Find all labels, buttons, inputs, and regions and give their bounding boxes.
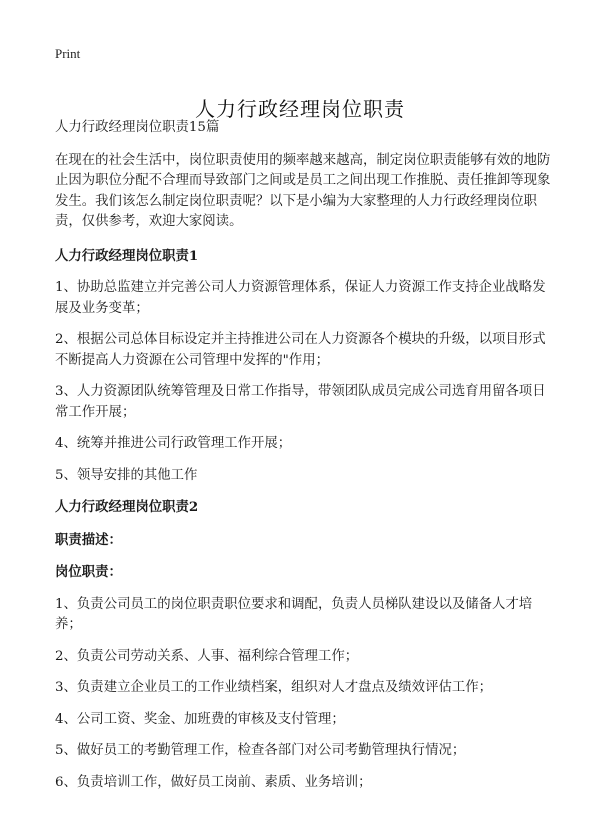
list-item: 1、负责公司员工的岗位职责职位要求和调配，负责人员梯队建设以及储备人才培养； [55, 596, 533, 632]
list-item: 6、负责培训工作，做好员工岗前、素质、业务培训； [55, 774, 372, 790]
page-title: 人力行政经理岗位职责 [195, 97, 405, 122]
list-item: 3、人力资源团队统筹管理及日常工作指导，带领团队成员完成公司选育用留各项日常工作开展； [55, 384, 546, 420]
list-item: 4、公司工资、奖金、加班费的审核及支付管理； [55, 711, 345, 727]
print-link[interactable]: Print [55, 46, 81, 61]
list-item: 4、统筹并推进公司行政管理工作开展； [55, 436, 292, 451]
list-item: 2、根据公司总体目标设定并主持推进公司在人力资源各个模块的升级，以项目形式不断提高人力资源在公司管理中发挥的"作用； [55, 332, 546, 368]
sub-heading-duties: 岗位职责： [55, 564, 122, 580]
section-heading-2: 人力行政经理岗位职责2 [55, 499, 199, 515]
section-heading-1: 人力行政经理岗位职责1 [55, 247, 199, 264]
list-item: 1、协助总监建立并完善公司人力资源管理体系，保证人力资源工作支持企业战略发展及业务变革； [55, 280, 546, 316]
list-item: 2、负责公司劳动关系、人事、福利综合管理工作； [55, 648, 359, 664]
list-item: 5、领导安排的其他工作 [55, 467, 198, 483]
article-subtitle: 人力行政经理岗位职责15篇 [55, 120, 220, 135]
article-intro: 在现在的社会生活中，岗位职责使用的频率越来越高，制定岗位职责能够有效的地防止因为职位分配不合理而导致部门之间或是员工之间出现工作推脱、责任推卸等现象发生。我们该怎么制定岗位职责呢？以下是小编为大家整理的人力行政经理岗位职责，仅供参考，欢迎大家阅读。 [55, 152, 551, 229]
sub-heading-description: 职责描述： [55, 531, 122, 548]
list-item: 5、做好员工的考勤管理工作，检查各部门对公司考勤管理执行情况； [55, 743, 466, 758]
list-item: 3、负责建立企业员工的工作业绩档案，组织对人才盘点及绩效评估工作； [55, 680, 493, 695]
article-body [55, 118, 555, 804]
